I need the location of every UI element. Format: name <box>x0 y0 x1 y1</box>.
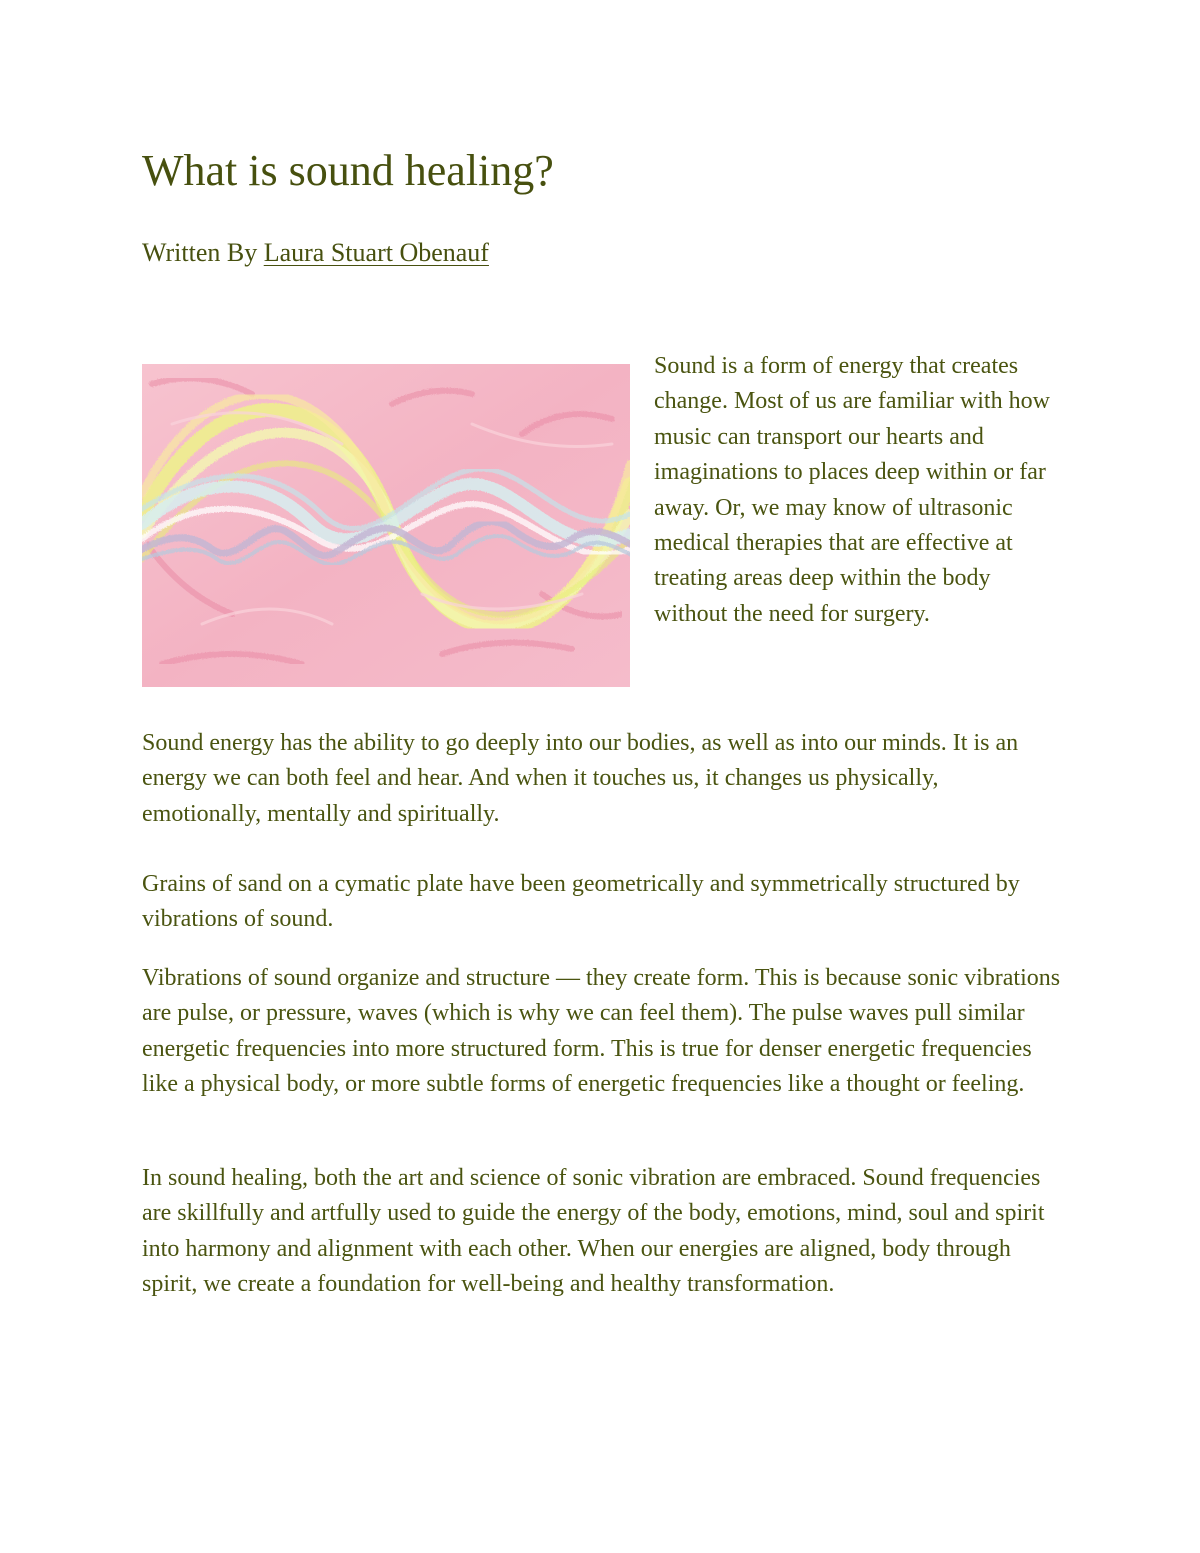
byline-prefix: Written By <box>142 238 258 267</box>
sound-wave-painting <box>142 364 630 687</box>
author-link[interactable]: Laura Stuart Obenauf <box>263 238 489 267</box>
paragraph-energy: Sound energy has the ability to go deeply into our bodies, as well as into our minds. It is an energy we can both feel and hear. And when it touches us, it changes us physically, emotionally, mentally and spiritually. <box>142 730 1019 827</box>
paragraph-healing: In sound healing, both the art and science of sonic vibration are embraced. Sound frequencies are skillfully and artfully used to guide the energy of the body, emotions, mind, soul and spirit into harmony and alignment with each other. When our energies are aligned, body through spirit, we create a foundation for well-being and healthy transformation. <box>142 1165 1045 1298</box>
byline <box>142 233 489 273</box>
paragraph-cymatic: Grains of sand on a cymatic plate have been geometrically and symmetrically structured by vibrations of sound. <box>142 871 1020 933</box>
page-title: What is sound healing? <box>142 146 554 195</box>
intro-paragraph: Sound is a form of energy that creates change. Most of us are familiar with how music can transport our hearts and imaginations to places deep within or far away. Or, we may know of ultrasonic medical therapies that are effective at treating areas deep within the body without the need for surgery. <box>654 353 1050 627</box>
paragraph-vibrations: Vibrations of sound organize and structure — they create form. This is because sonic vibrations are pulse, or pressure, waves (which is why we can feel them). The pulse waves pull similar energetic frequencies into more structured form. This is true for denser energetic frequencies like a physical body, or more subtle forms of energetic frequencies like a thought or feeling. <box>142 965 1061 1098</box>
